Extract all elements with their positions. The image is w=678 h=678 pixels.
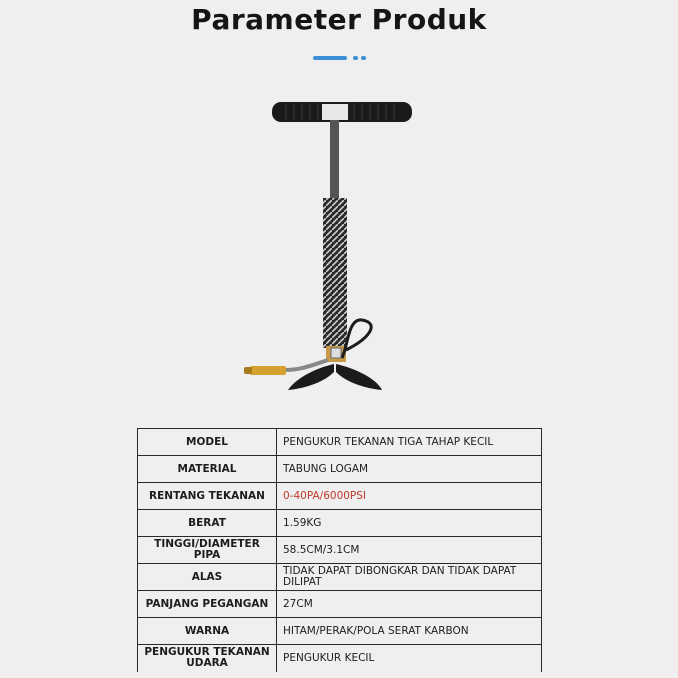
spec-value: TABUNG LOGAM: [277, 456, 542, 483]
spec-label: RENTANG TEKANAN: [138, 483, 277, 510]
air-pump-icon: [230, 98, 430, 403]
spec-label: BERAT: [138, 510, 277, 537]
spec-value: HITAM/PERAK/POLA SERAT KARBON: [277, 618, 542, 645]
spec-label: ALAS: [138, 564, 277, 591]
underline-dot: [353, 56, 358, 60]
spec-label: WARNA: [138, 618, 277, 645]
spec-value: 58.5CM/3.1CM: [277, 537, 542, 564]
spec-value: 27CM: [277, 591, 542, 618]
spec-value: PENGUKUR KECIL: [277, 645, 542, 672]
spec-label: MODEL: [138, 429, 277, 456]
table-row: [138, 618, 542, 645]
underline-dot: [361, 56, 366, 60]
table-row: [138, 645, 542, 672]
spec-label: MATERIAL: [138, 456, 277, 483]
spec-value: PENGUKUR TEKANAN TIGA TAHAP KECIL: [277, 429, 542, 456]
table-row: [138, 429, 542, 456]
spec-table: [137, 428, 542, 672]
spec-value-highlight: 0-40PA/6000PSI: [277, 483, 542, 510]
table-row: [138, 456, 542, 483]
spec-label: PENGUKUR TEKANAN UDARA: [138, 645, 277, 672]
table-row: [138, 510, 542, 537]
table-row: [138, 564, 542, 591]
spec-label: TINGGI/DIAMETER PIPA: [138, 537, 277, 564]
spec-label: PANJANG PEGANGAN: [138, 591, 277, 618]
spec-value: TIDAK DAPAT DIBONGKAR DAN TIDAK DAPAT DILIPAT: [277, 564, 542, 591]
table-row: [138, 483, 542, 510]
table-row: [138, 537, 542, 564]
underline-dash: [313, 56, 347, 60]
table-row: [138, 591, 542, 618]
spec-value: 1.59KG: [277, 510, 542, 537]
page-title: Parameter Produk: [191, 3, 487, 36]
